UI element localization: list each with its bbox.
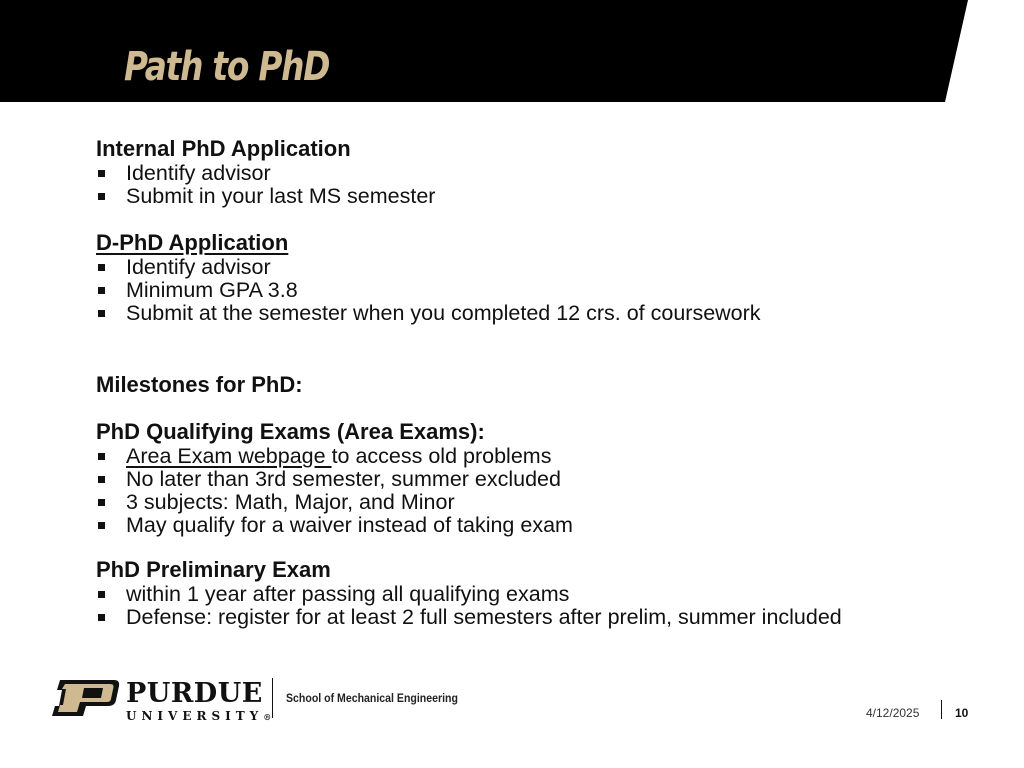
list-item xyxy=(96,606,976,629)
list-item xyxy=(96,256,976,279)
list-item xyxy=(96,491,976,514)
list-item xyxy=(96,162,976,185)
qualifying-exams-heading: PhD Qualifying Exams (Area Exams): xyxy=(96,419,485,444)
school-name: School of Mechanical Engineering xyxy=(286,691,458,705)
list-item xyxy=(96,185,976,208)
slide-title: Path to PhD xyxy=(124,44,330,90)
internal-application-list xyxy=(96,162,976,208)
list-item-text: within 1 year after passing all qualifying exams xyxy=(126,582,570,606)
square-bullet-icon xyxy=(98,287,105,294)
qualifying-exams-list xyxy=(96,445,976,537)
square-bullet-icon xyxy=(98,310,105,317)
list-item xyxy=(96,302,976,325)
square-bullet-icon xyxy=(98,453,105,460)
list-item-text: Defense: register for at least 2 full semesters after prelim, summer included xyxy=(126,605,842,629)
list-item xyxy=(96,583,976,606)
square-bullet-icon xyxy=(98,476,105,483)
square-bullet-icon xyxy=(98,193,105,200)
list-item-text: Identify advisor xyxy=(126,161,271,185)
slide-content xyxy=(96,136,976,629)
list-item xyxy=(96,445,976,468)
square-bullet-icon xyxy=(98,499,105,506)
area-exam-webpage-link[interactable]: Area Exam webpage xyxy=(126,444,332,468)
registered-mark: ® xyxy=(263,712,272,722)
milestones-heading: Milestones for PhD: xyxy=(96,372,303,397)
purdue-wordmark-university: UNIVERSITY xyxy=(126,709,264,723)
list-item-text: May qualify for a waiver instead of taking exam xyxy=(126,513,573,537)
preliminary-exam-heading: PhD Preliminary Exam xyxy=(96,557,331,582)
internal-application-heading: Internal PhD Application xyxy=(96,136,351,161)
square-bullet-icon xyxy=(98,614,105,621)
slide-footer xyxy=(0,672,1024,732)
square-bullet-icon xyxy=(98,522,105,529)
list-item-text: Minimum GPA 3.8 xyxy=(126,278,298,302)
footer-divider xyxy=(941,700,942,719)
preliminary-exam-list xyxy=(96,583,976,629)
logo-divider xyxy=(272,678,273,718)
slide-date: 4/12/2025 xyxy=(866,706,920,720)
list-item-text: 3 subjects: Math, Major, and Minor xyxy=(126,490,455,514)
list-item-text: Identify advisor xyxy=(126,255,271,279)
slide-number: 10 xyxy=(955,706,969,720)
purdue-wordmark xyxy=(126,680,271,725)
list-item xyxy=(96,514,976,537)
purdue-p-logo-icon xyxy=(48,678,120,718)
square-bullet-icon xyxy=(98,591,105,598)
purdue-wordmark-main: PURDUE xyxy=(126,678,263,709)
list-item-text: Submit at the semester when you completed 12 crs. of coursework xyxy=(126,301,761,325)
list-item xyxy=(96,468,976,491)
list-item-text: No later than 3rd semester, summer excluded xyxy=(126,467,561,491)
list-item-text: to access old problems xyxy=(331,444,552,468)
square-bullet-icon xyxy=(98,264,105,271)
dphd-application-heading: D-PhD Application xyxy=(96,230,289,255)
list-item-text: Submit in your last MS semester xyxy=(126,184,436,208)
purdue-wordmark-sub xyxy=(126,708,271,725)
list-item xyxy=(96,279,976,302)
dphd-application-list xyxy=(96,256,976,325)
square-bullet-icon xyxy=(98,170,105,177)
